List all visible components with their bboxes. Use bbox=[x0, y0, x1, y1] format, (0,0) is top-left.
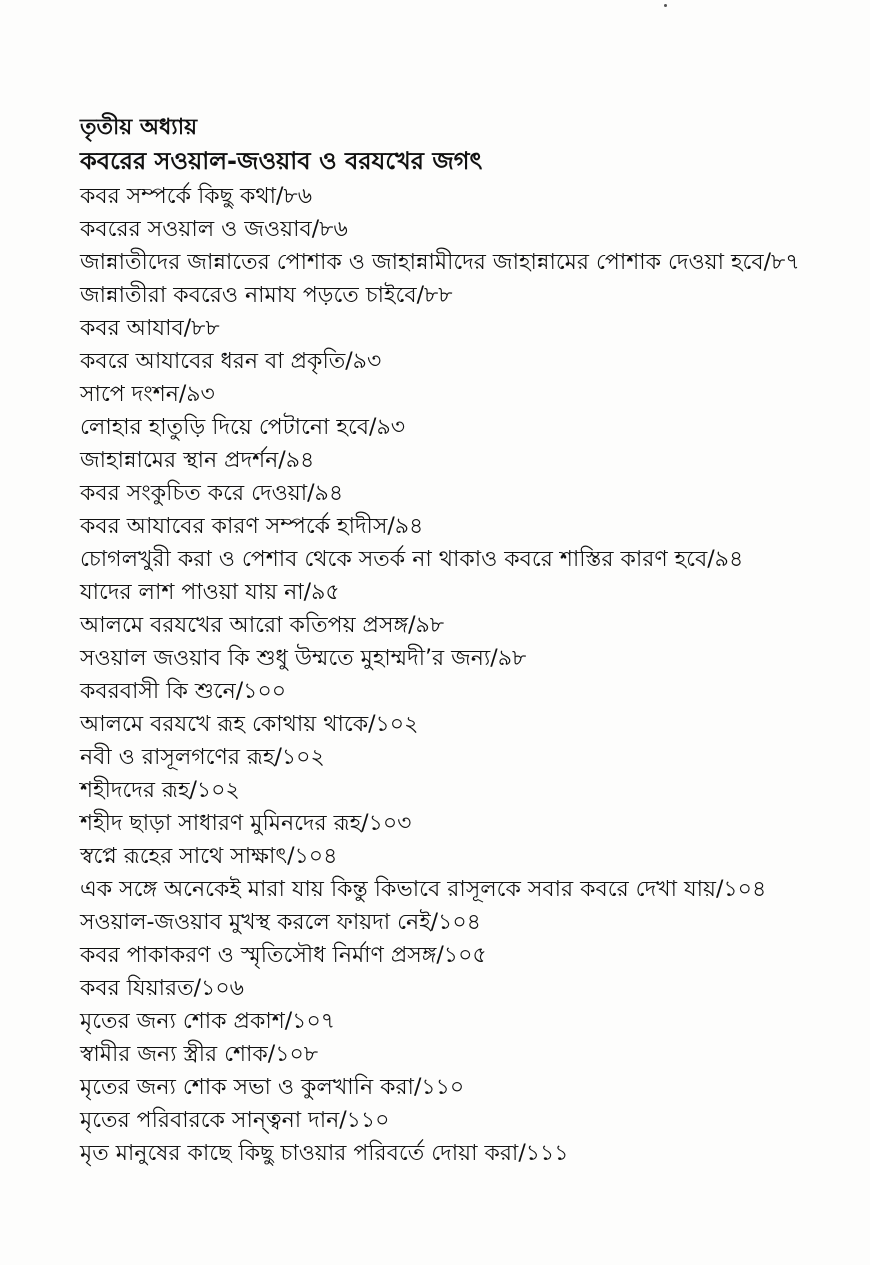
toc-entry: মৃতের জন্য শোক প্রকাশ/১০৭ bbox=[80, 1009, 336, 1034]
toc-entry: কবর সম্পর্কে কিছু কথা/৮৬ bbox=[80, 184, 312, 209]
toc-entry: আলমে বরযখে রূহ কোথায় থাকে/১০২ bbox=[80, 712, 419, 737]
toc-entry: মৃতের পরিবারকে সান্ত্বনা দান/১১০ bbox=[80, 1108, 390, 1133]
toc-entry: শহীদদের রূহ/১০২ bbox=[80, 778, 240, 803]
toc-entry: কবর সংকুচিত করে দেওয়া/৯৪ bbox=[80, 481, 344, 506]
toc-entry: জান্নাতীরা কবরেও নামায পড়তে চাইবে/৮৮ bbox=[80, 283, 453, 308]
toc-entry: মৃত মানুষের কাছে কিছু চাওয়ার পরিবর্তে দোয়া করা/১১১ bbox=[80, 1141, 569, 1166]
toc-entry: কবর পাকাকরণ ও স্মৃতিসৌধ নির্মাণ প্রসঙ্গ/১০৫ bbox=[80, 943, 487, 968]
toc-entry: স্বপ্নে রূহের সাথে সাক্ষাৎ/১০৪ bbox=[80, 844, 338, 869]
toc-entry: কবরবাসী কি শুনে/১০০ bbox=[80, 679, 287, 704]
chapter-title: কবরের সওয়াল-জওয়াব ও বরযখের জগৎ bbox=[80, 147, 483, 175]
toc-entry: নবী ও রাসূলগণের রূহ/১০২ bbox=[80, 745, 325, 770]
toc-entries bbox=[80, 180, 850, 1170]
toc-entry: সওয়াল জওয়াব কি শুধু উম্মতে মুহাম্মদী’র জন্য/৯৮ bbox=[80, 646, 527, 671]
toc-entry: কবর যিয়ারত/১০৬ bbox=[80, 976, 244, 1001]
toc-entry: লোহার হাতুড়ি দিয়ে পেটানো হবে/৯৩ bbox=[80, 415, 406, 440]
toc-entry: জান্নাতীদের জান্নাতের পোশাক ও জাহান্নামীদের জাহান্নামের পোশাক দেওয়া হবে/৮৭ bbox=[80, 250, 800, 275]
table-of-contents bbox=[80, 112, 850, 1170]
toc-entry: চোগলখুরী করা ও পেশাব থেকে সতর্ক না থাকাও কবরে শাস্তির কারণ হবে/৯৪ bbox=[80, 547, 744, 572]
toc-entry: কবরের সওয়াল ও জওয়াব/৮৬ bbox=[80, 217, 348, 242]
toc-entry: স্বামীর জন্য স্ত্রীর শোক/১০৮ bbox=[80, 1042, 319, 1067]
toc-entry: সওয়াল-জওয়াব মুখস্থ করলে ফায়দা নেই/১০৪ bbox=[80, 910, 481, 935]
toc-entry: জাহান্নামের স্থান প্রদর্শন/৯৪ bbox=[80, 448, 315, 473]
toc-entry: কবর আযাব/৮৮ bbox=[80, 316, 220, 341]
paper-speck bbox=[664, 4, 667, 7]
toc-entry: শহীদ ছাড়া সাধারণ মুমিনদের রূহ/১০৩ bbox=[80, 811, 412, 836]
toc-entry: কবর আযাবের কারণ সম্পর্কে হাদীস/৯৪ bbox=[80, 514, 424, 539]
toc-entry: যাদের লাশ পাওয়া যায় না/৯৫ bbox=[80, 580, 340, 605]
toc-entry: সাপে দংশন/৯৩ bbox=[80, 382, 215, 407]
toc-entry: এক সঙ্গে অনেকেই মারা যায় কিন্তু কিভাবে রাসূলকে সবার কবরে দেখা যায়/১০৪ bbox=[80, 877, 767, 902]
toc-entry: আলমে বরযখের আরো কতিপয় প্রসঙ্গ/৯৮ bbox=[80, 613, 445, 638]
toc-entry: কবরে আযাবের ধরন বা প্রকৃতি/৯৩ bbox=[80, 349, 382, 374]
chapter-label: তৃতীয় অধ্যায় bbox=[80, 115, 198, 140]
toc-entry: মৃতের জন্য শোক সভা ও কুলখানি করা/১১০ bbox=[80, 1075, 465, 1100]
